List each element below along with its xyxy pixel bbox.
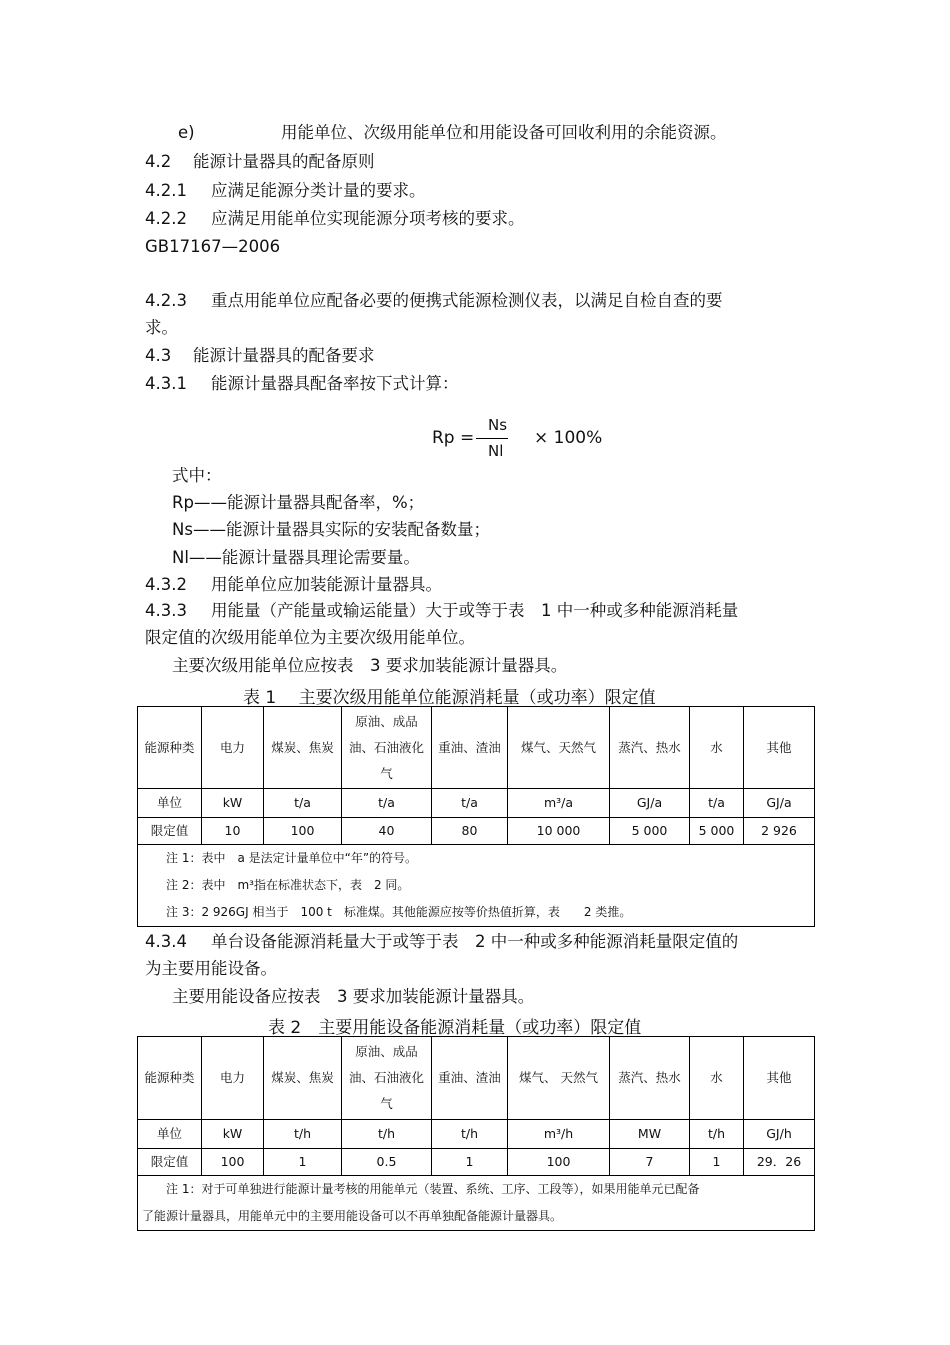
header-cell: 原油、成品油、石油液化气 (342, 1037, 432, 1120)
unit-cell: m³/a (508, 789, 610, 818)
clause-text: 能源计量器具配备率按下式计算： (211, 374, 459, 393)
clause-4-2-3-cont: 求。 (145, 318, 178, 337)
header-cell: 其他 (744, 1037, 815, 1120)
clause-4-3-4-p2: 主要用能设备应按表 3 要求加装能源计量器具。 (172, 987, 535, 1006)
legend-intro: 式中： (172, 466, 222, 485)
unit-cell: m³/h (508, 1120, 610, 1149)
clause-4-2-3 (145, 290, 723, 312)
item-e-text: 用能单位、次级用能单位和用能设备可回收利用的余能资源。 (281, 123, 727, 142)
clause-num: 4.3.3 (145, 601, 187, 620)
unit-cell: t/a (690, 789, 744, 818)
limit-cell: 40 (342, 818, 432, 845)
item-e-label: e) (178, 123, 195, 142)
header-cell: 水 (690, 707, 744, 789)
clause-4-2-2 (145, 208, 525, 230)
unit-cell: t/h (690, 1120, 744, 1149)
unit-cell: MW (610, 1120, 690, 1149)
clause-num: 4.2.2 (145, 209, 187, 228)
limit-cell: 2 926 (744, 818, 815, 845)
limit-cell: 1 (432, 1149, 508, 1176)
unit-cell: t/a (432, 789, 508, 818)
section-num: 4.3 (145, 346, 172, 365)
table1-caption: 表 1 主要次级用能单位能源消耗量（或功率）限定值 (243, 688, 656, 708)
unit-cell: t/h (264, 1120, 342, 1149)
unit-cell: kW (202, 789, 264, 818)
clause-num: 4.2.3 (145, 291, 187, 310)
table1-notes-row (138, 845, 815, 927)
table2-unit-row (138, 1120, 815, 1149)
header-cell: 水 (690, 1037, 744, 1120)
clause-text: 用能量（产能量或输运能量）大于或等于表 1 中一种或多种能源消耗量 (211, 601, 739, 620)
clause-text: 应满足能源分类计量的要求。 (211, 181, 426, 200)
header-cell: 蒸汽、热水 (610, 707, 690, 789)
standard-number: GB17167—2006 (145, 237, 281, 256)
unit-cell: kW (202, 1120, 264, 1149)
fraction-bar (476, 438, 508, 439)
table2-note-1-cont: 了能源计量器具，用能单元中的主要用能设备可以不再单独配备能源计量器具。 (142, 1209, 563, 1223)
limit-cell: 7 (610, 1149, 690, 1176)
header-cell: 电力 (202, 707, 264, 789)
clause-text: 应满足用能单位实现能源分项考核的要求。 (211, 209, 525, 228)
header-cell: 煤气、天然气 (508, 707, 610, 789)
clause-text: 重点用能单位应配备必要的便携式能源检测仪表，以满足自检自查的要 (211, 291, 723, 310)
section-title: 能源计量器具的配备要求 (193, 346, 375, 365)
unit-cell: t/a (342, 789, 432, 818)
unit-cell: t/h (432, 1120, 508, 1149)
table2-header-row (138, 1037, 815, 1120)
formula-lhs: Rp = (432, 428, 475, 448)
limit-cell: 80 (432, 818, 508, 845)
section-4-3 (145, 345, 375, 367)
limit-cell: 100 (202, 1149, 264, 1176)
section-title: 能源计量器具的配备原则 (193, 152, 375, 171)
header-cell: 原油、成品油、石油液化气 (342, 707, 432, 789)
limit-cell: 10 000 (508, 818, 610, 845)
clause-num: 4.3.2 (145, 575, 187, 594)
limit-cell: 限定值 (138, 818, 202, 845)
legend-nl: Nl——能源计量器具理论需要量。 (172, 548, 420, 567)
clause-text: 用能单位应加装能源计量器具。 (211, 575, 442, 594)
limit-cell: 5 000 (690, 818, 744, 845)
header-cell: 电力 (202, 1037, 264, 1120)
table2-notes (138, 1176, 815, 1231)
table1-unit-row (138, 789, 815, 818)
table2 (137, 1036, 815, 1231)
clause-4-3-3 (145, 600, 738, 622)
table1-limit-row (138, 818, 815, 845)
clause-4-2-1 (145, 180, 426, 202)
section-4-2 (145, 151, 375, 173)
formula-factor: × 100% (534, 428, 603, 448)
clause-4-3-3-p2: 主要次级用能单位应按表 3 要求加装能源计量器具。 (172, 656, 568, 675)
unit-cell: 单位 (138, 789, 202, 818)
limit-cell: 1 (690, 1149, 744, 1176)
header-cell: 蒸汽、热水 (610, 1037, 690, 1120)
clause-4-3-4 (145, 931, 738, 953)
unit-cell: t/h (342, 1120, 432, 1149)
header-cell: 能源种类 (138, 707, 202, 789)
table2-note-1: 注 1：对于可单独进行能源计量考核的用能单元（装置、系统、工序、工段等），如果用能单元已配备 (166, 1182, 700, 1196)
clause-4-3-3-cont: 限定值的次级用能单位为主要次级用能单位。 (145, 628, 475, 647)
unit-cell: 单位 (138, 1120, 202, 1149)
table2-limit-row (138, 1149, 815, 1176)
header-cell: 重油、渣油 (432, 707, 508, 789)
formula-denominator: Nl (488, 442, 504, 460)
clause-4-3-1 (145, 373, 459, 395)
limit-cell: 29．26 (744, 1149, 815, 1176)
table1 (137, 706, 815, 927)
header-cell: 煤炭、焦炭 (264, 1037, 342, 1120)
table2-notes-row (138, 1176, 815, 1231)
header-cell: 能源种类 (138, 1037, 202, 1120)
header-cell: 其他 (744, 707, 815, 789)
table1-notes (138, 845, 815, 927)
clause-num: 4.3.1 (145, 374, 187, 393)
limit-cell: 10 (202, 818, 264, 845)
unit-cell: t/a (264, 789, 342, 818)
header-cell: 煤气、 天然气 (508, 1037, 610, 1120)
clause-num: 4.3.4 (145, 932, 187, 951)
unit-cell: GJ/a (610, 789, 690, 818)
limit-cell: 100 (264, 818, 342, 845)
unit-cell: GJ/a (744, 789, 815, 818)
limit-cell: 0.5 (342, 1149, 432, 1176)
unit-cell: GJ/h (744, 1120, 815, 1149)
limit-cell: 5 000 (610, 818, 690, 845)
table2-caption: 表 2 主要用能设备能源消耗量（或功率）限定值 (268, 1018, 642, 1038)
table1-header-row (138, 707, 815, 789)
header-cell: 重油、渣油 (432, 1037, 508, 1120)
section-num: 4.2 (145, 152, 172, 171)
formula-numerator: Ns (488, 416, 508, 434)
limit-cell: 1 (264, 1149, 342, 1176)
clause-4-3-2 (145, 574, 442, 596)
table1-note-3: 注 3：2 926GJ 相当于 100 t 标准煤。其他能源应按等价热值折算，表 2 类推。 (166, 905, 632, 919)
limit-cell: 限定值 (138, 1149, 202, 1176)
limit-cell: 100 (508, 1149, 610, 1176)
table1-note-2: 注 2：表中 m³指在标准状态下，表 2 同。 (166, 878, 410, 892)
clause-4-3-4-cont: 为主要用能设备。 (145, 959, 277, 978)
item-e (178, 122, 727, 144)
clause-text: 单台设备能源消耗量大于或等于表 2 中一种或多种能源消耗量限定值的 (211, 932, 739, 951)
table1-note-1: 注 1：表中 a 是法定计量单位中“年”的符号。 (166, 851, 418, 865)
legend-rp: Rp——能源计量器具配备率，%； (172, 493, 425, 512)
clause-num: 4.2.1 (145, 181, 187, 200)
header-cell: 煤炭、焦炭 (264, 707, 342, 789)
legend-ns: Ns——能源计量器具实际的安装配备数量； (172, 520, 490, 539)
